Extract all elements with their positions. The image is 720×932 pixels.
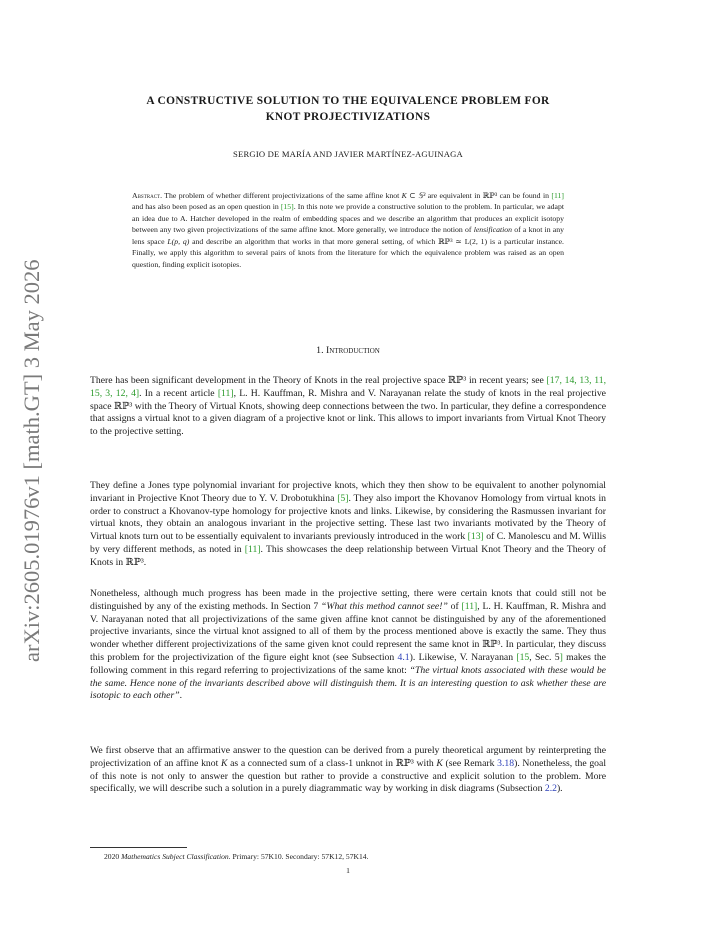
- citation-link[interactable]: [13]: [467, 531, 484, 543]
- math-k-in-s3: K ⊂ 𝕊³: [401, 191, 426, 200]
- paragraph: [90, 745, 606, 796]
- authors: SERGIO DE MARÍA AND JAVIER MARTÍNEZ-AGUINAGA: [233, 149, 463, 159]
- math-rp3: ℝℙ³: [482, 639, 501, 651]
- abstract-label: Abstract.: [132, 191, 163, 200]
- paragraph-text: .: [143, 556, 147, 568]
- paragraph-text: , Sec. 5: [529, 651, 560, 663]
- math-rp3: ℝℙ³: [114, 400, 133, 412]
- quote-italic: “The virtual knots associated with these would be the same. Hence none of the invariants described above will distinguish them. It is an interesting question to ask whether these are isotopic to each other”: [90, 664, 606, 702]
- paragraph-text: , L. H. Kauffman, R. Mishra and V. Narayanan relate the study of knots in the real projective space: [90, 387, 606, 412]
- paragraph-text: Nonetheless, although much progress has been made in the projective setting, there were certain knots that could still not be distinguished by any of the existing methods. In Section 7: [90, 588, 606, 612]
- citation-link[interactable]: [11]: [217, 387, 234, 399]
- abstract-text: and describe an algorithm that works in that more general setting, of which: [189, 236, 438, 246]
- paragraph-text: . In particular, they discuss this problem for the projectivization of the figure eight knot (see Subsection: [90, 639, 606, 663]
- page-number: 1: [346, 866, 350, 875]
- citation-link[interactable]: ]: [559, 651, 563, 663]
- paragraph-text: . This showcases the deep relationship between Virtual Knot Theory and the Theory of Knots in: [90, 543, 607, 568]
- emphasis-lensification: lensification: [473, 225, 513, 235]
- math-rp3: ℝℙ³: [448, 375, 467, 386]
- math-lpq: L(p, q): [167, 236, 190, 246]
- paragraph: [90, 375, 606, 439]
- citation-link[interactable]: [17, 14, 13, 11, 15, 3, 12, 4]: [90, 375, 607, 399]
- paragraph-text: They define a Jones type polynomial invariant for projective knots, which they then show to be equivalent to another polynomial invariant in Projective Knot Theory due to Y. V. Drobotukhina: [90, 480, 606, 504]
- crossref-link[interactable]: 2.2: [544, 783, 557, 795]
- footnote-msc: Mathematics Subject Classification: [121, 852, 229, 861]
- math-rp3: ℝℙ³: [482, 191, 498, 200]
- math-rp3: ℝℙ³: [125, 556, 144, 568]
- abstract: [132, 190, 564, 270]
- abstract-text: The problem of whether different projectivizations of the same affine knot: [162, 191, 402, 200]
- math-k: K: [220, 757, 228, 769]
- math-k: K: [436, 757, 443, 769]
- title-line-2: KNOT PROJECTIVIZATIONS: [265, 110, 431, 123]
- math-rp3: ℝℙ³: [395, 757, 414, 769]
- title-line-1: A CONSTRUCTIVE SOLUTION TO THE EQUIVALENCE PROBLEM FOR: [146, 95, 550, 107]
- paragraph-text: with: [413, 757, 437, 769]
- paper-title: [90, 94, 606, 125]
- citation-link[interactable]: [11]: [244, 543, 261, 555]
- abstract-text: and has also been posed as an open question in: [132, 202, 281, 212]
- arxiv-id: arXiv:2605.01976v1 [math.GT] 3 May 2026: [19, 259, 44, 662]
- section-heading: [90, 345, 606, 356]
- paragraph-text: as a connected sum of a class-1 unknot in: [227, 757, 396, 769]
- citation-link[interactable]: [11]: [551, 191, 564, 200]
- crossref-link[interactable]: 4.1: [397, 651, 410, 663]
- paragraph-text: ).: [556, 783, 563, 795]
- crossref-link[interactable]: 3.18: [497, 757, 515, 769]
- abstract-text: of a knot in any lens space: [132, 225, 564, 246]
- section-title: Introduction: [325, 345, 380, 356]
- footnote-rule: [90, 847, 187, 848]
- paragraph-text: There has been significant development in the Theory of Knots in the real projective space: [90, 375, 448, 386]
- paragraph-text: ). Likewise, V. Narayanan: [409, 651, 517, 663]
- abstract-text: can be found in: [497, 191, 552, 200]
- footnote: [104, 852, 604, 861]
- citation-link[interactable]: [5]: [337, 492, 349, 504]
- math-rp3-eq-l21: ℝℙ³ ≃ L(2, 1): [438, 236, 488, 246]
- paragraph-text: . In a recent article: [139, 387, 218, 399]
- paragraph-text: of: [447, 600, 462, 612]
- abstract-text: are equivalent in: [425, 191, 483, 200]
- paragraph-text: makes the following comment in this regard referring to projectivizations of the same knot:: [90, 651, 606, 676]
- section-number: 1.: [316, 345, 324, 356]
- quote-italic: “What this method cannot see!”: [321, 600, 448, 612]
- abstract-text: . In this note we provide a constructive solution to the problem. In particular, we adapt an idea due to A. Hatcher developed in the realm of embedding spaces and we describe an algorithm that produces an explicit isotopy between any two given projectivizations of the same affine knot. More generally, we introduce the notion of: [132, 202, 565, 235]
- paragraph-text: .: [179, 690, 183, 702]
- citation-link[interactable]: [15: [516, 651, 530, 663]
- arxiv-stamp: [4, 90, 48, 670]
- paragraph-text: of C. Manolescu and M. Willis by very different methods, as noted in: [90, 531, 606, 555]
- paragraph: [90, 480, 606, 570]
- paragraph-text: , L. H. Kauffman, R. Mishra and V. Narayanan noted that all projectivizations of the same given affine knot cannot be distinguished by any of the aforementioned projective invariants, since the virtual knot assigned to all of them by the process mentioned above is exactly the same. They thus wonder whether different projectivizations of the same given knot could represent the same knot in: [90, 600, 606, 651]
- paragraph-text: in recent years; see: [466, 375, 547, 386]
- paragraph-text: We first observe that an affirmative answer to the question can be derived from a purely theoretical argument by reinterpreting the projectivization of an affine knot: [90, 745, 606, 769]
- footnote-year: 2020: [104, 852, 122, 861]
- paragraph-text: (see Remark: [442, 757, 498, 769]
- abstract-text: is a particular instance. Finally, we apply this algorithm to several pairs of knots from the literature for which the equivalence problem was raised as an open question, finding explicit isotopies.: [132, 236, 564, 269]
- footnote-text: . Primary: 57K10. Secondary: 57K12, 57K14.: [228, 852, 369, 861]
- paragraph-text: . They also import the Khovanov Homology from virtual knots in order to construct a Khovanov-type homology for projective knots and links. Likewise, by considering the Rasmussen invariant for virtual knots, they obtain an analogous invariant in the projective setting. These last two invariants motivated by the Theory of Virtual knots turn out to be essentially equivalent to invariants previously introduced in the work: [90, 492, 606, 543]
- paragraph-text: with the Theory of Virtual Knots, showing deep connections between the two. In particular, they define a correspondence that assigns a virtual knot to a given diagram of a projective knot or link. This allows to import invariants from Virtual Knot Theory to the projective setting.: [90, 400, 607, 438]
- citation-link[interactable]: [11]: [461, 600, 478, 612]
- paragraph: [90, 588, 606, 703]
- paragraph-text: ). Nonetheless, the goal of this note is not only to answer the question but rather to provide a constructive and explicit solution to the problem. More specifically, we will describe such a solution in a purely diagrammatic way by working in disk diagrams (Subsection: [90, 757, 607, 795]
- citation-link[interactable]: [15]: [280, 202, 294, 212]
